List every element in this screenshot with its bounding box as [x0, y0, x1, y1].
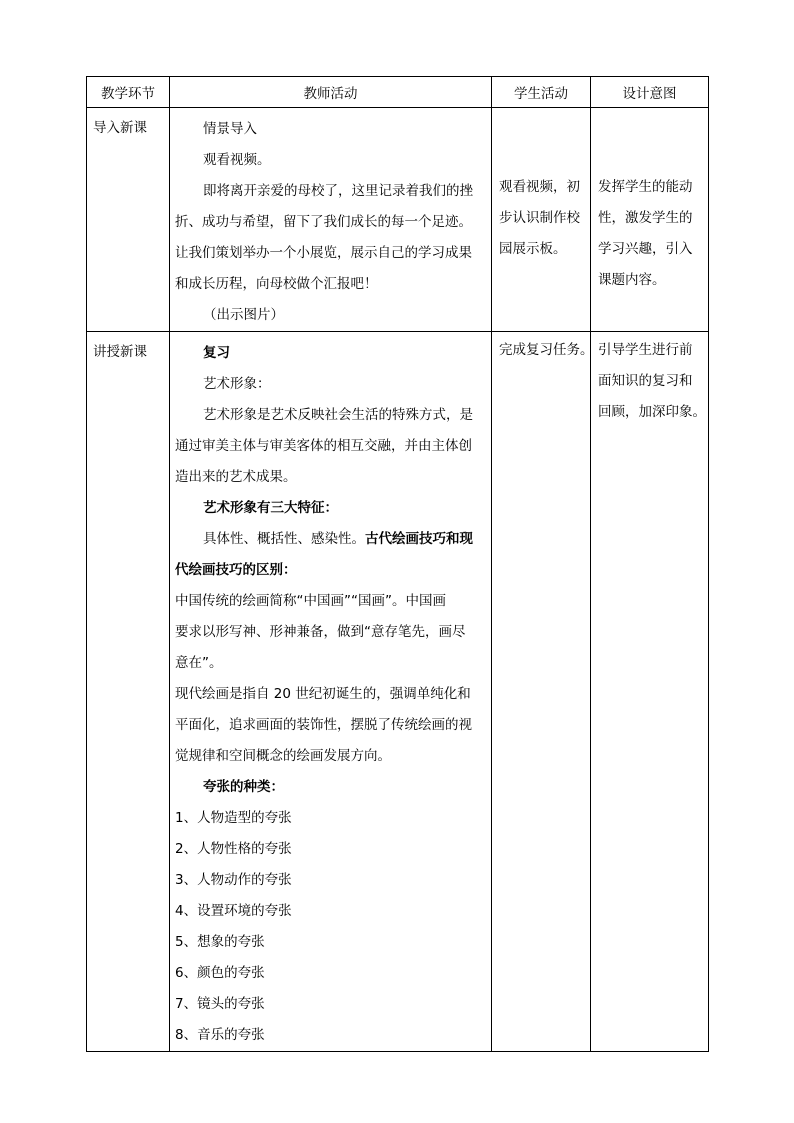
exaggeration-item: 4、设置环境的夸张 [175, 903, 292, 919]
design-intent-cell [591, 108, 709, 332]
header-student-activity: 学生活动 [492, 77, 591, 108]
teacher-activity-cell [170, 108, 492, 332]
art-image-label: 艺术形象： [203, 376, 271, 392]
teacher-activity-cell [170, 332, 492, 1052]
header-teacher-activity: 教师活动 [170, 77, 492, 108]
watch-video: 观看视频。 [203, 152, 271, 168]
art-image-def: 造出来的艺术成果。 [175, 469, 297, 485]
chinese-painting-text: 要求以形写神、形神兼备，做到“意存笔先，画尽 [175, 624, 466, 640]
header-row [87, 77, 709, 108]
header-design-intent: 设计意图 [591, 77, 709, 108]
student-line: 观看视频，初 [499, 179, 580, 195]
compare-heading: 代绘画技巧的区别： [175, 562, 297, 578]
modern-painting-text: 平面化，追求画面的装饰性，摆脱了传统绘画的视 [175, 717, 472, 733]
modern-painting-text: 觉规律和空间概念的绘画发展方向。 [175, 748, 391, 764]
intro-line: 折、成功与希望，留下了我们成长的每一个足迹。 [175, 214, 472, 230]
art-image-def: 通过审美主体与审美客体的相互交融，并由主体创 [175, 438, 472, 454]
design-line: 回顾，加深印象。 [598, 404, 706, 420]
stage-label: 讲授新课 [93, 344, 147, 360]
row-intro [87, 108, 709, 332]
exaggeration-item: 5、想象的夸张 [175, 934, 265, 950]
stage-cell [87, 332, 170, 1052]
intro-line: 让我们策划举办一个小展览，展示自己的学习成果 [175, 245, 472, 261]
scene-intro: 情景导入 [203, 121, 257, 137]
student-line: 园展示板。 [499, 241, 567, 257]
exaggeration-heading: 夸张的种类： [203, 779, 284, 795]
design-line: 课题内容。 [598, 272, 666, 288]
review-heading: 复习 [203, 345, 230, 361]
student-line: 步认识制作校 [499, 210, 580, 226]
lesson-plan-table [86, 76, 709, 1052]
exaggeration-item: 3、人物动作的夸张 [175, 872, 292, 888]
design-line: 引导学生进行前 [598, 342, 693, 358]
row-new-lesson [87, 332, 709, 1052]
student-activity-cell [492, 332, 594, 1052]
design-line: 发挥学生的能动 [598, 179, 693, 195]
compare-heading: 古代绘画技巧和现 [365, 531, 473, 547]
stage-cell [87, 108, 170, 332]
features-line [175, 524, 487, 555]
exaggeration-item: 6、颜色的夸张 [175, 965, 265, 981]
chinese-painting-text: 意在”。 [175, 655, 223, 671]
show-pictures: （出示图片） [203, 307, 284, 323]
stage-label: 导入新课 [93, 120, 147, 136]
exaggeration-item: 7、镜头的夸张 [175, 996, 265, 1012]
exaggeration-item: 1、人物造型的夸张 [175, 810, 292, 826]
chinese-painting-text: 中国传统的绘画简称“中国画”“国画”。中国画 [175, 593, 446, 609]
intro-line: 和成长历程，向母校做个汇报吧！ [175, 276, 378, 292]
design-line: 面知识的复习和 [598, 373, 693, 389]
features-text: 具体性、概括性、感染性。 [203, 531, 365, 547]
features-heading: 艺术形象有三大特征： [203, 500, 338, 516]
student-activity-cell [492, 108, 591, 332]
student-line: 完成复习任务。 [499, 342, 594, 358]
design-line: 学习兴趣，引入 [598, 241, 693, 257]
design-intent-cell [591, 332, 709, 1052]
intro-line: 即将离开亲爱的母校了，这里记录着我们的挫 [203, 183, 473, 199]
art-image-def: 艺术形象是艺术反映社会生活的特殊方式，是 [203, 407, 473, 423]
exaggeration-item: 8、音乐的夸张 [175, 1027, 265, 1043]
modern-painting-text: 现代绘画是指自 20 世纪初诞生的，强调单纯化和 [175, 686, 471, 702]
exaggeration-item: 2、人物性格的夸张 [175, 841, 292, 857]
design-line: 性，激发学生的 [598, 210, 693, 226]
header-stage: 教学环节 [87, 77, 170, 108]
